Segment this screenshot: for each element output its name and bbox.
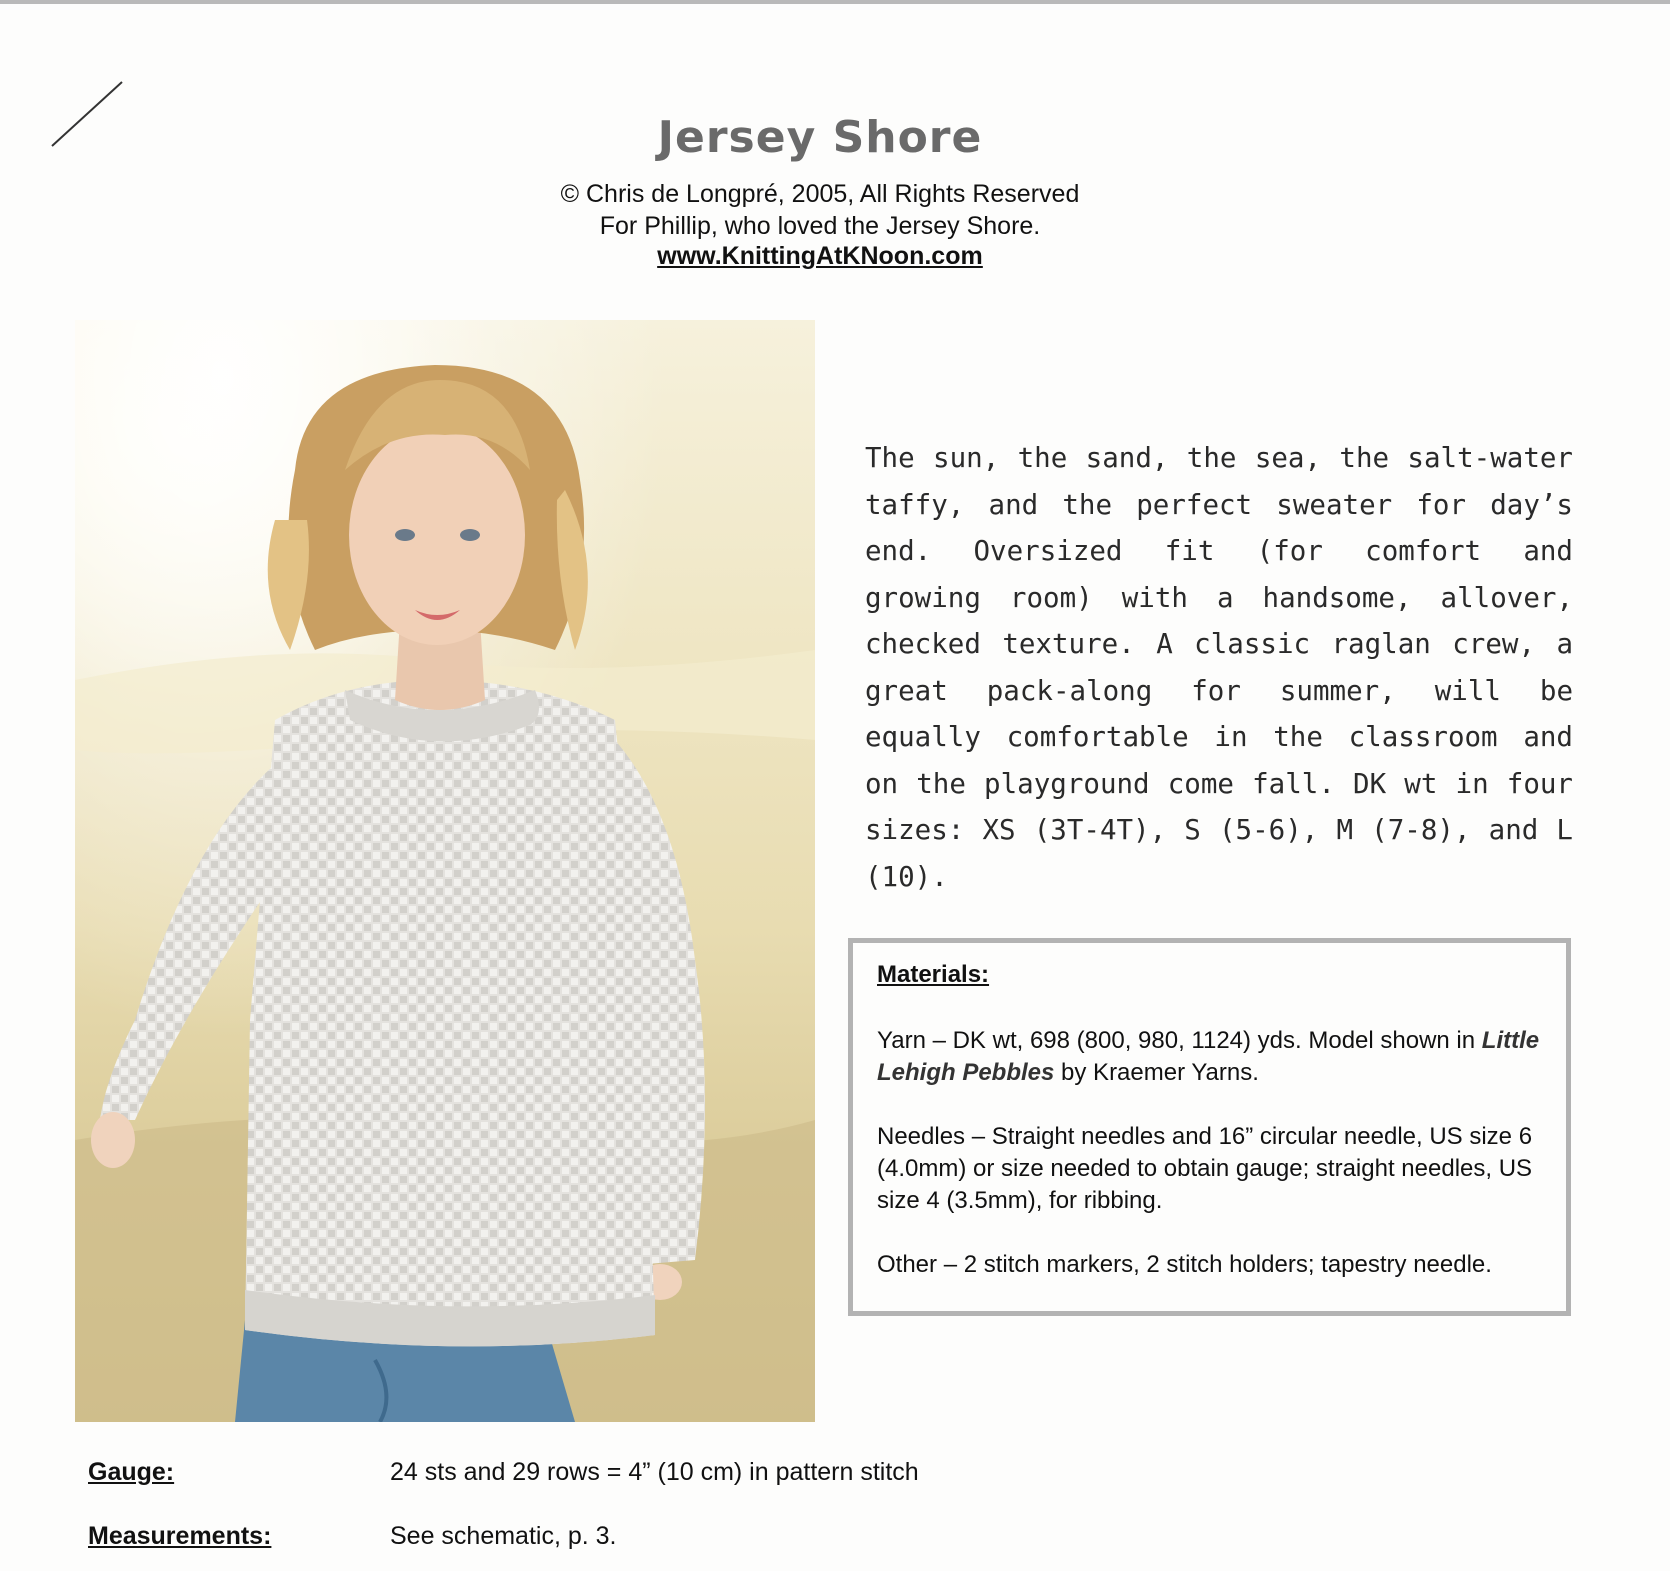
materials-needles: Needles – Straight needles and 16” circular needle, US size 6 (4.0mm) or size needed to obtain gauge; straight needles, US size 4 (3.5mm), for ribbing.: [877, 1123, 1533, 1214]
gauge-value: 24 sts and 29 rows = 4” (10 cm) in pattern stitch: [390, 1458, 919, 1486]
copyright-line: © Chris de Longpré, 2005, All Rights Reserved: [560, 180, 1080, 208]
materials-other: Other – 2 stitch markers, 2 stitch holders; tapestry needle.: [877, 1251, 1492, 1278]
pattern-title: Jersey Shore: [657, 112, 983, 163]
materials-yarn: [877, 1025, 1542, 1089]
gauge-label: Gauge:: [88, 1458, 175, 1486]
yarn-name: Little Lehigh Pebbles: [877, 1027, 1540, 1086]
website-link[interactable]: www.KnittingAtKNoon.com: [657, 242, 983, 270]
website-line: [0, 242, 1640, 271]
measurements-value: See schematic, p. 3.: [390, 1522, 617, 1550]
pattern-description: The sun, the sand, the sea, the salt-water taffy, and the perfect sweater for day’s end. Oversized fit (for comfort and growing room) with a handsome, allover, checked texture. A classic raglan crew, a great pack-along for summer, will be equally comfortable in the classroom and on the playground come fall. DK wt in four sizes: XS (3T-4T), S (5-6), M (7-8), and L (10).: [865, 442, 1573, 893]
yarn-prefix: Yarn – DK wt, 698 (800, 980, 1124) yds. Model shown in: [877, 1027, 1482, 1054]
dedication-line: For Phillip, who loved the Jersey Shore.: [599, 212, 1041, 240]
sweater-photo: [75, 320, 815, 1422]
scan-top-edge: [0, 0, 1670, 4]
materials-heading: Materials:: [877, 961, 990, 988]
yarn-suffix: by Kraemer Yarns.: [1054, 1059, 1259, 1086]
materials-box: [848, 938, 1571, 1316]
measurements-label: Measurements:: [88, 1522, 272, 1550]
